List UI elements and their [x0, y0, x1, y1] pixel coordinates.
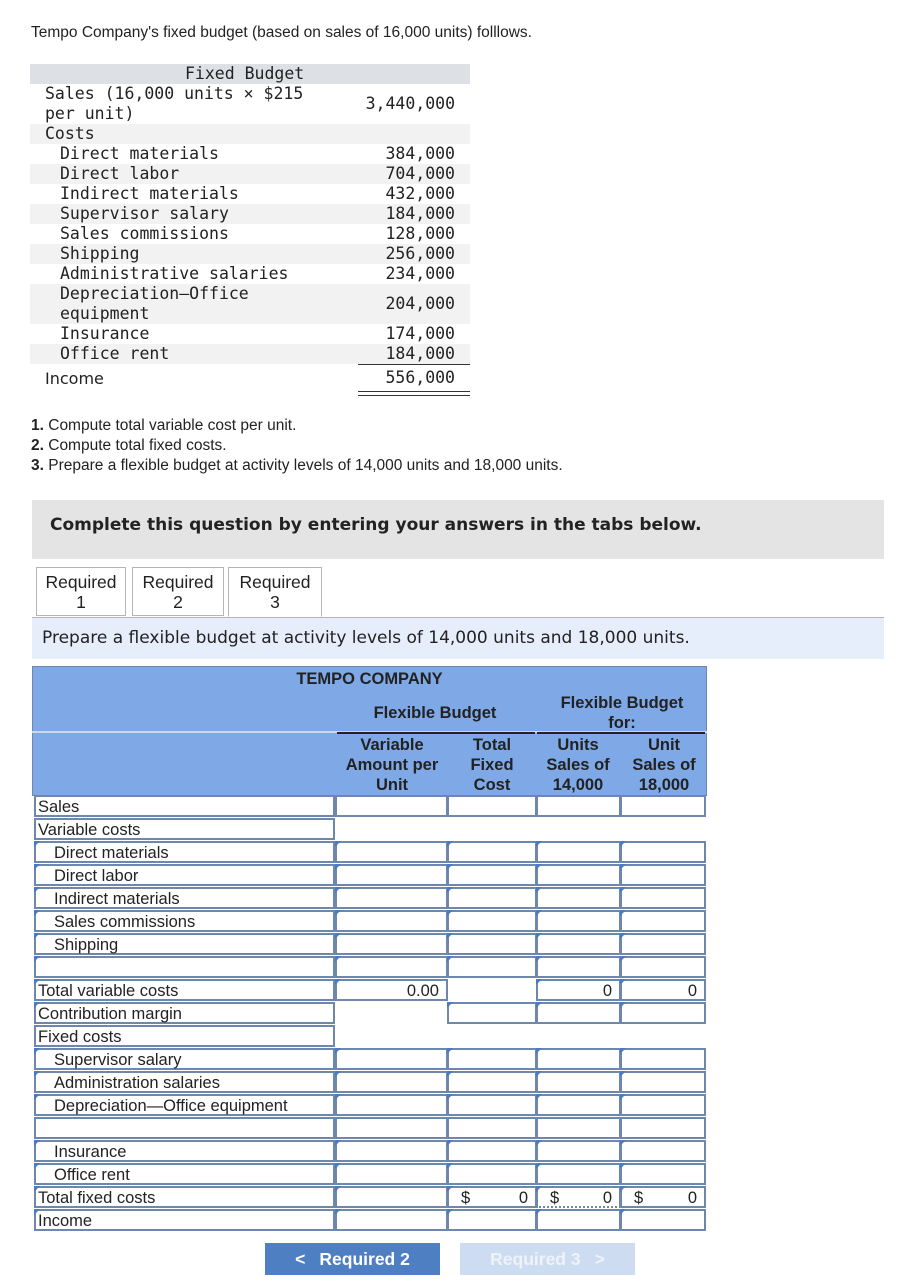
row-label-cm[interactable]: [34, 1002, 335, 1024]
prompt-band: [32, 617, 884, 659]
input-cell-tfc-col4[interactable]: [620, 1186, 706, 1208]
input-cell-dm-col2[interactable]: [447, 841, 537, 863]
input-cell-blank-col2[interactable]: [447, 1117, 537, 1139]
col-header-line: Total: [472, 736, 512, 754]
input-cell-tvc-col1[interactable]: [335, 979, 448, 1001]
input-cell-tvc-col4[interactable]: [620, 979, 706, 1001]
row-label-dl[interactable]: [34, 864, 335, 886]
input-cell-dl-col1[interactable]: [335, 864, 448, 886]
input-cell-tfc-col1[interactable]: [335, 1186, 448, 1208]
input-cell-ss-col4[interactable]: [620, 1048, 706, 1070]
input-cell-ship-col2[interactable]: [447, 933, 537, 955]
input-cell-dep-col3[interactable]: [536, 1094, 621, 1116]
fb-cost-label: Depreciation—Office: [60, 284, 249, 303]
input-cell-blank-col1[interactable]: [335, 956, 448, 978]
input-cell-ss-col1[interactable]: [335, 1048, 448, 1070]
input-cell-income-col4[interactable]: [620, 1209, 706, 1231]
row-label-im[interactable]: [34, 887, 335, 909]
fixed-budget-title: Fixed Budget: [185, 64, 305, 83]
input-cell-dm-col4[interactable]: [620, 841, 706, 863]
input-cell-blank-col1[interactable]: [335, 1117, 448, 1139]
row-label-text: Sales commissions: [54, 913, 196, 931]
fb-cost-label: Direct materials: [60, 144, 219, 163]
row-label-text: Contribution margin: [38, 1005, 182, 1023]
row-label-text: Sales: [38, 798, 80, 816]
fb-cost-amount: 704,000: [385, 164, 455, 183]
input-cell-variable-costs-col2: [447, 818, 537, 840]
col-14000-header: [537, 735, 619, 795]
row-label-sales: [34, 795, 335, 817]
col-18000-header: [621, 735, 707, 795]
input-cell-fixed-costs-col3: [536, 1025, 621, 1047]
fb-row-cost: [30, 164, 470, 184]
cell-value: 0: [518, 1189, 528, 1207]
tab-required-3[interactable]: [228, 567, 322, 617]
fb-double-rule-2: [358, 395, 470, 396]
fb-cost-label: Indirect materials: [60, 184, 239, 203]
fb-cost-label: Sales commissions: [60, 224, 229, 243]
col-header-line: Units: [557, 736, 599, 754]
prompt-text: Prepare a flexible budget at activity levels of 14,000 units and 18,000 units.: [42, 628, 690, 648]
input-cell-ins-col3[interactable]: [536, 1140, 621, 1162]
input-cell-rent-col3[interactable]: [536, 1163, 621, 1185]
fb-sales-label-2: per unit): [45, 104, 135, 123]
input-cell-dep-col2[interactable]: [447, 1094, 537, 1116]
input-cell-variable-costs-col1: [335, 818, 448, 840]
row-label-variable-costs: [34, 818, 335, 840]
fb-cost-label-2: equipment: [60, 304, 150, 323]
row-label-text: Depreciation—Office equipment: [54, 1097, 288, 1115]
fb-cost-amount: 204,000: [385, 294, 455, 313]
input-cell-income-col3[interactable]: [536, 1209, 621, 1231]
row-label-ship[interactable]: [34, 933, 335, 955]
col-header-line: Fixed: [470, 756, 514, 774]
chevron-left-icon: <: [295, 1248, 306, 1269]
col-variable-header: [337, 735, 447, 795]
tab-line-1: Required: [45, 572, 117, 592]
input-cell-as-col2[interactable]: [447, 1071, 537, 1093]
input-cell-dl-col3[interactable]: [536, 864, 621, 886]
fb-cost-label: Office rent: [60, 344, 170, 363]
fb-cost-label: Direct labor: [60, 164, 180, 183]
question-3: [31, 457, 563, 475]
input-cell-income-col2[interactable]: [447, 1209, 537, 1231]
cell-value: 0: [602, 1189, 612, 1207]
input-cell-sales-col3[interactable]: [536, 795, 621, 817]
row-label-text: Income: [38, 1212, 93, 1230]
row-label-text: Administration salaries: [54, 1074, 220, 1092]
header-rule-right: [537, 732, 705, 734]
row-label-sc[interactable]: [34, 910, 335, 932]
fb-sales-label: Sales (16,000 units × $215: [45, 84, 304, 103]
input-cell-ship-col3[interactable]: [536, 933, 621, 955]
col-fixed-header: [449, 735, 535, 795]
input-cell-dl-col2[interactable]: [447, 864, 537, 886]
row-label-blank[interactable]: [34, 956, 335, 978]
tab-line-1: Required: [142, 572, 214, 592]
input-cell-ship-col4[interactable]: [620, 933, 706, 955]
fb-costs-label: Costs: [45, 124, 95, 143]
question-text: Compute total variable cost per unit.: [43, 417, 297, 434]
prev-button-label: Required 2: [319, 1248, 410, 1269]
input-cell-dep-col1[interactable]: [335, 1094, 448, 1116]
fb-row-cost: [30, 264, 470, 284]
row-label-income[interactable]: [34, 1209, 335, 1231]
fb-row-income: [30, 368, 470, 388]
row-label-text: Direct materials: [54, 844, 169, 862]
input-cell-im-col3[interactable]: [536, 887, 621, 909]
fixed-budget-header: [30, 64, 470, 84]
fb-cost-amount: 174,000: [385, 324, 455, 343]
input-cell-fixed-costs-col2: [447, 1025, 537, 1047]
question-number: 3.: [31, 457, 44, 474]
input-cell-ss-col2[interactable]: [447, 1048, 537, 1070]
row-label-text: Direct labor: [54, 867, 139, 885]
input-cell-ss-col3[interactable]: [536, 1048, 621, 1070]
input-cell-sales-col2[interactable]: [447, 795, 537, 817]
fb-cost-amount: 256,000: [385, 244, 455, 263]
input-cell-sc-col1[interactable]: [335, 910, 448, 932]
input-cell-blank-col2[interactable]: [447, 956, 537, 978]
chevron-right-icon: >: [594, 1248, 605, 1269]
fb-cost-amount: 184,000: [385, 344, 455, 363]
fb-row-cost: [30, 184, 470, 204]
fb-row-cost: [30, 324, 470, 344]
input-cell-fixed-costs-col4: [620, 1025, 706, 1047]
instruction-box: [32, 500, 884, 559]
col-header-line: Unit: [647, 736, 681, 754]
next-button-label: Required 3: [490, 1248, 581, 1269]
flex-budget-label: Flexible Budget: [373, 704, 497, 722]
flex-for-line-2: for:: [608, 714, 636, 732]
input-cell-sc-col2[interactable]: [447, 910, 537, 932]
dollar-sign: $: [634, 1189, 644, 1207]
input-cell-dm-col1[interactable]: [335, 841, 448, 863]
fb-row-cost: [30, 284, 470, 324]
row-label-text: Total variable costs: [38, 982, 179, 1000]
input-cell-income-col1[interactable]: [335, 1209, 448, 1231]
input-cell-as-col1[interactable]: [335, 1071, 448, 1093]
fb-row-cost: [30, 344, 470, 364]
input-cell-tvc-col3[interactable]: [536, 979, 621, 1001]
col-header-line: Amount per: [345, 756, 439, 774]
cell-value: 0: [602, 982, 612, 1000]
row-label-ins[interactable]: [34, 1140, 335, 1162]
input-cell-rent-col1[interactable]: [335, 1163, 448, 1185]
company-name: TEMPO COMPANY: [296, 670, 443, 688]
question-text: Prepare a flexible budget at activity levels of 14,000 units and 18,000 units.: [43, 457, 563, 474]
input-cell-sales-col4[interactable]: [620, 795, 706, 817]
input-cell-sales-col1[interactable]: [335, 795, 448, 817]
row-label-dm[interactable]: [34, 841, 335, 863]
row-label-rent[interactable]: [34, 1163, 335, 1185]
row-label-fixed-costs: [34, 1025, 335, 1047]
cell-value: 0: [687, 982, 697, 1000]
row-label-text: Fixed costs: [38, 1028, 122, 1046]
input-cell-cm-col1: [335, 1002, 448, 1024]
input-cell-sc-col3[interactable]: [536, 910, 621, 932]
input-cell-ins-col1[interactable]: [335, 1140, 448, 1162]
col-header-line: Variable: [360, 736, 424, 754]
question-number: 2.: [31, 437, 44, 454]
input-cell-ins-col4[interactable]: [620, 1140, 706, 1162]
fb-row-cost: [30, 244, 470, 264]
row-label-blank: [34, 1117, 335, 1139]
row-label-text: Total fixed costs: [38, 1189, 156, 1207]
input-cell-dep-col4[interactable]: [620, 1094, 706, 1116]
fb-sales-amount: 3,440,000: [365, 94, 455, 113]
tab-line-2: 1: [76, 592, 86, 612]
row-label-text: Shipping: [54, 936, 119, 954]
input-cell-cm-col2[interactable]: [447, 1002, 537, 1024]
input-cell-cm-col3[interactable]: [536, 1002, 621, 1024]
fb-cost-label: Administrative salaries: [60, 264, 289, 283]
tab-required-1[interactable]: [36, 567, 126, 616]
fb-row-costs: [30, 124, 470, 144]
fb-row-cost: [30, 144, 470, 164]
row-label-ss[interactable]: [34, 1048, 335, 1070]
input-cell-ins-col2[interactable]: [447, 1140, 537, 1162]
col-header-line: 14,000: [552, 776, 604, 794]
col-header-line: Unit: [375, 776, 409, 794]
input-cell-as-col4[interactable]: [620, 1071, 706, 1093]
flex-budget-for-label: [537, 693, 707, 733]
input-cell-tfc-col2[interactable]: [447, 1186, 537, 1208]
fb-row-cost: [30, 224, 470, 244]
cell-value: 0.00: [406, 982, 439, 1000]
input-cell-variable-costs-col3: [536, 818, 621, 840]
question-text: Compute total fixed costs.: [43, 437, 227, 454]
prev-required-2-button[interactable]: [265, 1243, 440, 1275]
row-label-as[interactable]: [34, 1071, 335, 1093]
input-cell-tvc-col2: [447, 979, 537, 1001]
row-label-text: Office rent: [54, 1166, 130, 1184]
tab-line-1: Required: [239, 572, 311, 592]
col-header-line: Sales of: [632, 756, 696, 774]
row-label-text: Supervisor salary: [54, 1051, 182, 1069]
dollar-sign: $: [461, 1189, 471, 1207]
fb-cost-label: Shipping: [60, 244, 140, 263]
fb-row-sales: [30, 84, 470, 124]
input-cell-blank-col4[interactable]: [620, 1117, 706, 1139]
row-label-tfc[interactable]: [34, 1186, 335, 1208]
fb-cost-amount: 384,000: [385, 144, 455, 163]
col-header-line: 18,000: [638, 776, 690, 794]
fb-cost-amount: 234,000: [385, 264, 455, 283]
input-cell-blank-col3[interactable]: [536, 956, 621, 978]
input-cell-im-col1[interactable]: [335, 887, 448, 909]
next-required-3-button[interactable]: [460, 1243, 635, 1275]
input-cell-dm-col3[interactable]: [536, 841, 621, 863]
fb-cost-amount: 128,000: [385, 224, 455, 243]
input-cell-blank-col4[interactable]: [620, 956, 706, 978]
input-cell-dl-col4[interactable]: [620, 864, 706, 886]
question-1: [31, 417, 296, 435]
tab-line-2: 2: [173, 592, 183, 612]
row-label-text: Insurance: [54, 1143, 127, 1161]
input-cell-im-col4[interactable]: [620, 887, 706, 909]
fb-double-rule-1: [358, 391, 470, 392]
fb-subtotal-rule: [358, 364, 470, 365]
input-cell-ship-col1[interactable]: [335, 933, 448, 955]
input-cell-im-col2[interactable]: [447, 887, 537, 909]
row-label-dep[interactable]: [34, 1094, 335, 1116]
fb-income-amount: 556,000: [385, 368, 455, 387]
row-label-text: Variable costs: [38, 821, 141, 839]
input-cell-fixed-costs-col1: [335, 1025, 448, 1047]
fb-cost-label: Supervisor salary: [60, 204, 229, 223]
fb-row-cost: [30, 204, 470, 224]
col-header-line: Sales of: [546, 756, 610, 774]
row-label-tvc[interactable]: [34, 979, 335, 1001]
question-number: 1.: [31, 417, 44, 434]
input-cell-blank-col3[interactable]: [536, 1117, 621, 1139]
dollar-sign: $: [550, 1189, 560, 1207]
input-cell-tfc-col3[interactable]: [536, 1186, 621, 1208]
input-cell-sc-col4[interactable]: [620, 910, 706, 932]
row-label-text: Indirect materials: [54, 890, 180, 908]
fb-cost-amount: 432,000: [385, 184, 455, 203]
col-header-line: Cost: [473, 776, 511, 794]
input-cell-as-col3[interactable]: [536, 1071, 621, 1093]
flex-for-line-1: Flexible Budget: [560, 694, 684, 712]
input-cell-rent-col2[interactable]: [447, 1163, 537, 1185]
fb-cost-amount: 184,000: [385, 204, 455, 223]
header-rule-left: [337, 732, 535, 734]
fb-cost-label: Insurance: [60, 324, 150, 343]
cell-value: 0: [687, 1189, 697, 1207]
input-cell-variable-costs-col4: [620, 818, 706, 840]
question-2: [31, 437, 227, 455]
input-cell-cm-col4[interactable]: [620, 1002, 706, 1024]
tab-line-2: 3: [270, 592, 280, 612]
intro-text: Tempo Company's fixed budget (based on sales of 16,000 units) folllows.: [31, 24, 532, 41]
instruction-text: Complete this question by entering your answers in the tabs below.: [50, 515, 702, 535]
fb-income-label: Income: [45, 369, 104, 388]
tab-required-2[interactable]: [132, 567, 224, 616]
input-cell-rent-col4[interactable]: [620, 1163, 706, 1185]
